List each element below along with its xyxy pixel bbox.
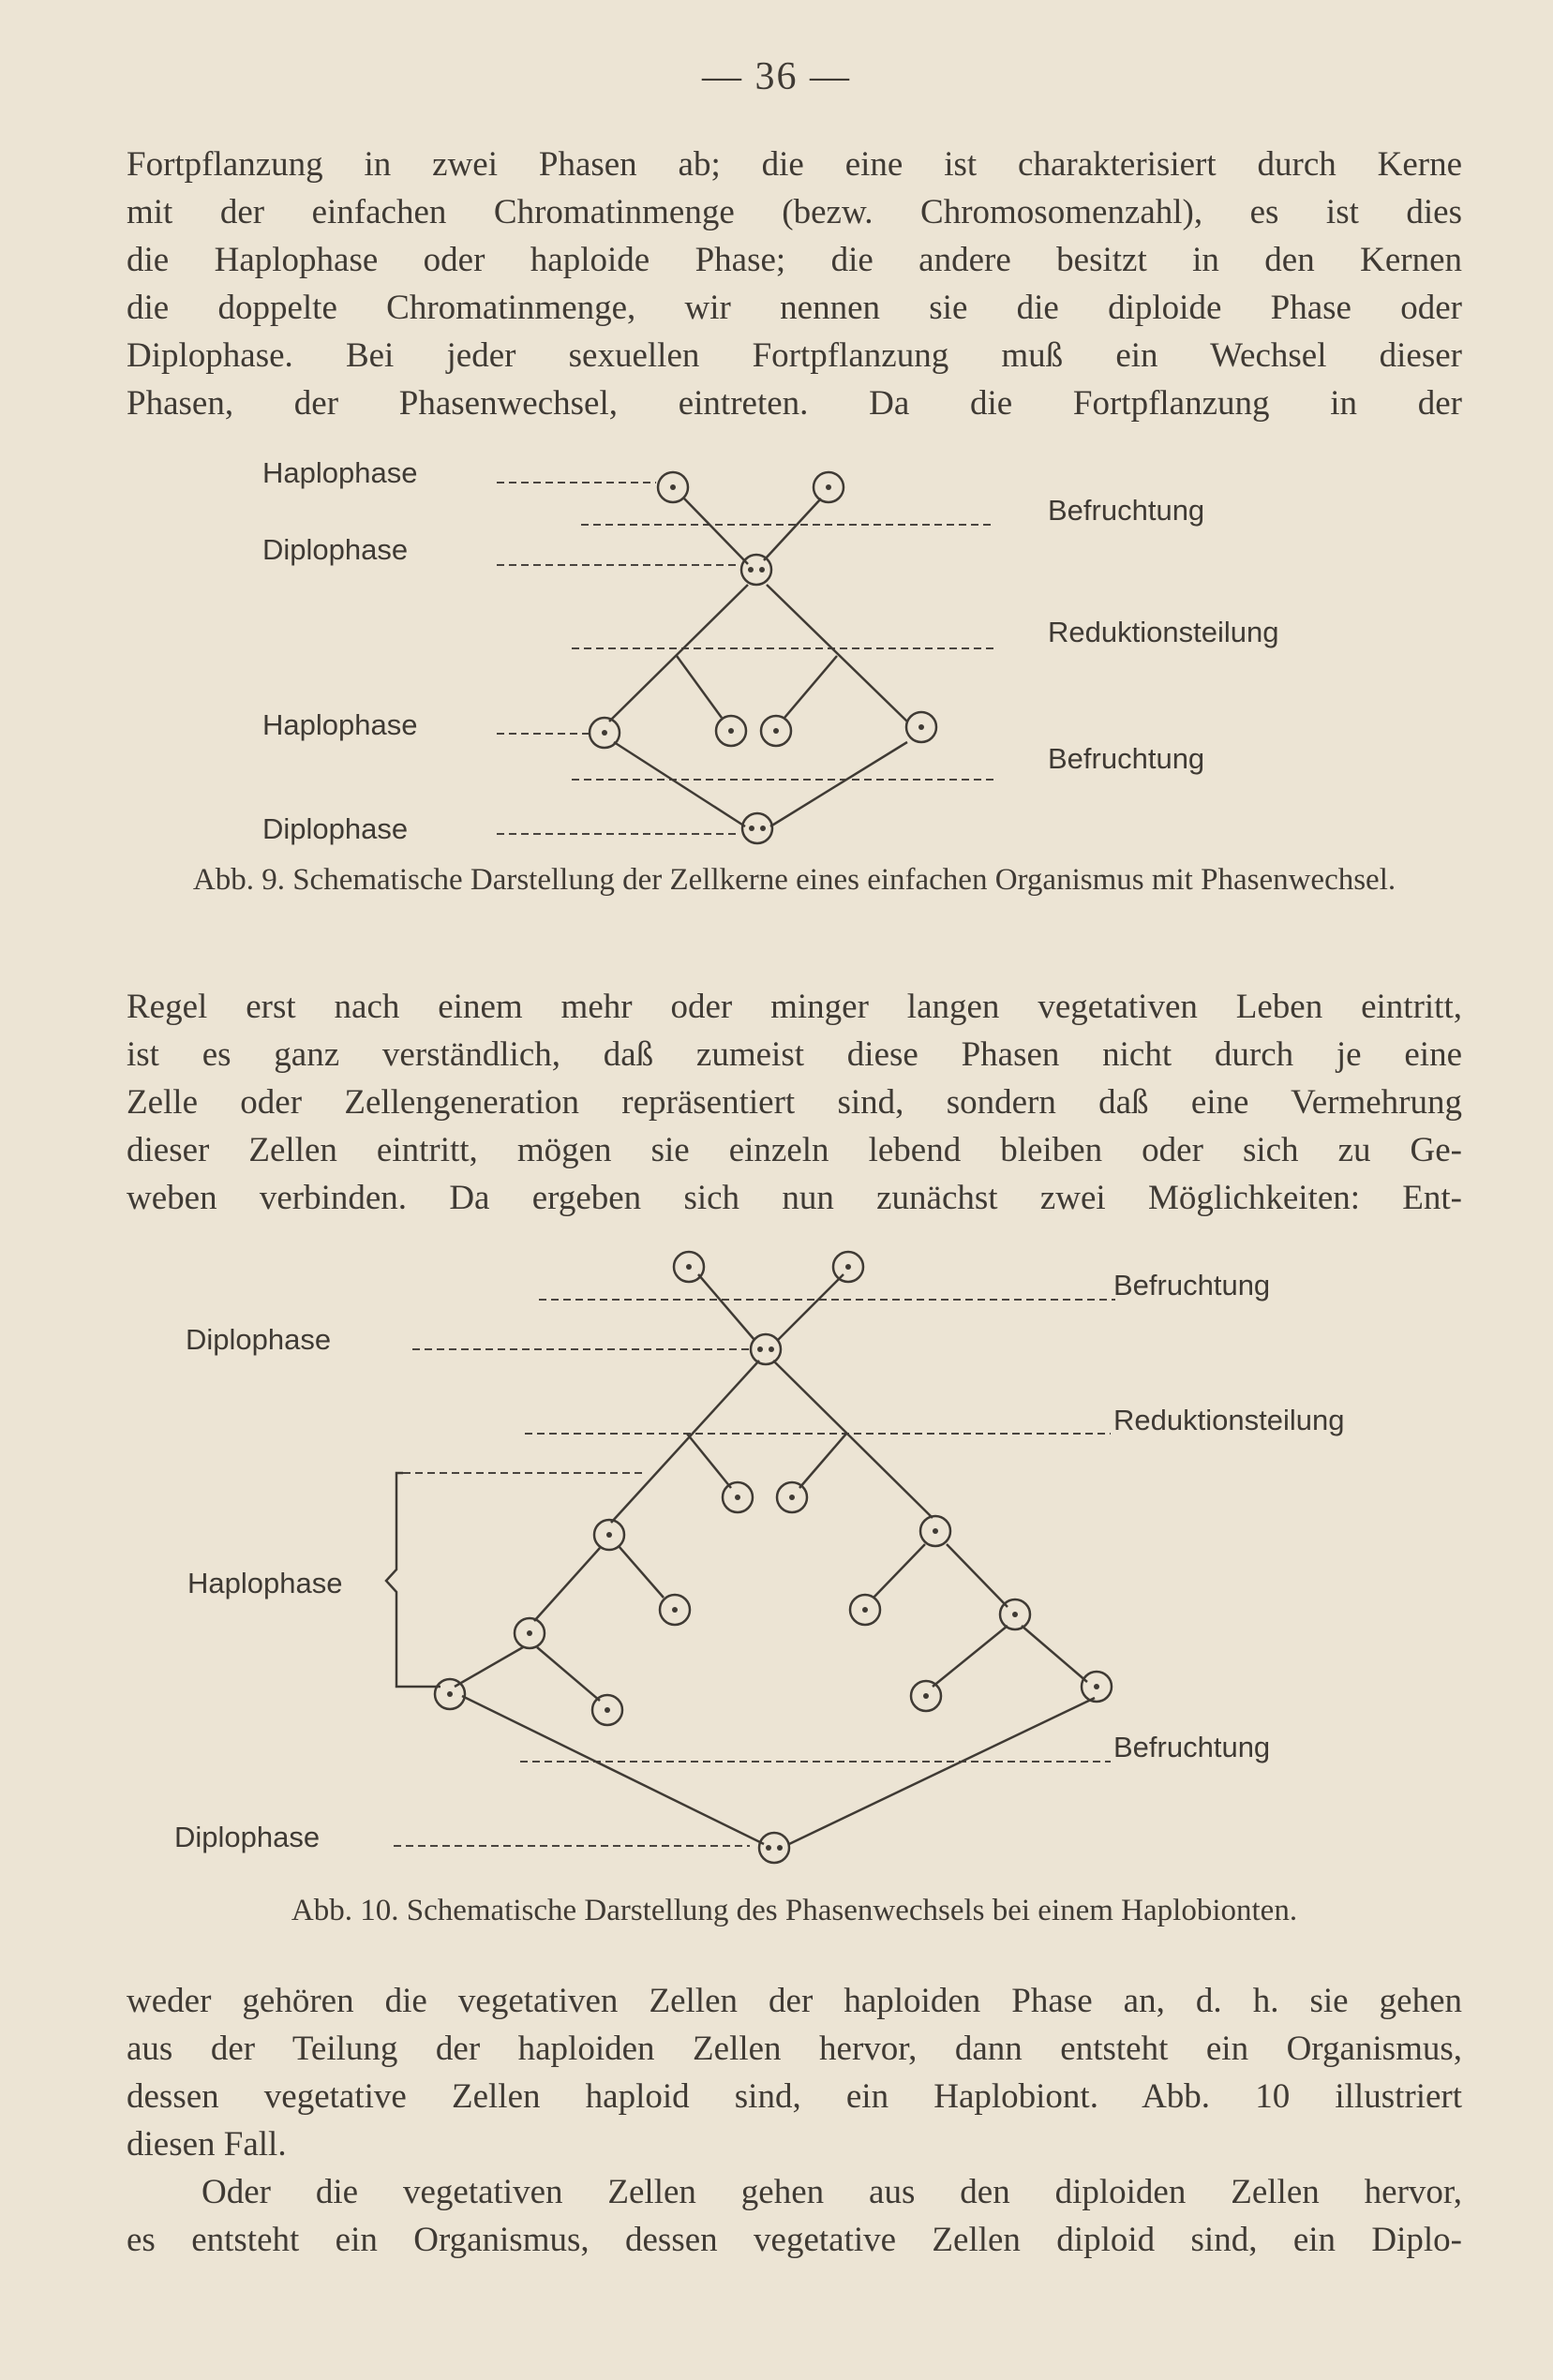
fig10-cell-diploid <box>759 1833 789 1863</box>
fig10-label-diplophase-top: Diplophase <box>186 1323 332 1356</box>
fig10-cell-haploid <box>660 1595 690 1625</box>
fig10-cell-haploid <box>594 1520 624 1550</box>
paragraph-4 <box>127 2168 1462 2264</box>
text-line: ist es ganz verständlich, daß zumeist diese Phasen nicht durch je eine <box>127 1035 1462 1074</box>
fig9-label-haplophase-bottom: Haplophase <box>262 708 418 741</box>
fig10-cell-haploid <box>777 1482 807 1512</box>
fig10-branch <box>933 1626 1008 1687</box>
fig9-cell-haploid <box>814 472 844 502</box>
fig10-haplophase-bracket <box>386 1473 441 1687</box>
fig9-branch <box>770 742 907 826</box>
fig9-cell-haploid <box>658 472 688 502</box>
fig10-branch <box>947 1544 1008 1607</box>
fig10-cell-haploid <box>592 1695 622 1725</box>
fig10-cell-haploid <box>1000 1599 1030 1629</box>
figure-9-caption: Abb. 9. Schematische Darstellung der Zellkerne eines einfachen Organismus mit Phasenwechsel. <box>192 863 1396 897</box>
fig9-cell-haploid <box>906 712 936 742</box>
text-line: es entsteht ein Organismus, dessen vegetative Zellen diploid sind, ein Diplo- <box>127 2221 1462 2259</box>
fig10-label-haplophase: Haplophase <box>187 1567 343 1599</box>
fig10-branch <box>789 1698 1095 1844</box>
fig10-branch <box>687 1434 731 1488</box>
fig9-branch <box>684 498 748 564</box>
fig9-branch <box>784 656 837 718</box>
figure-10-caption: Abb. 10. Schematische Darstellung des Phasenwechsels bei einem Haplobionten. <box>291 1894 1298 1927</box>
fig10-cell-haploid <box>850 1595 880 1625</box>
fig10-branch <box>773 1361 933 1518</box>
fig10-cell-haploid <box>515 1618 545 1648</box>
text-line: dieser Zellen eintritt, mögen sie einzeln lebend bleiben oder sich zu Ge- <box>127 1131 1462 1169</box>
fig9-cell-haploid <box>761 716 791 746</box>
fig9-label-reduktionsteilung: Reduktionsteilung <box>1048 616 1279 648</box>
fig10-cell-haploid <box>674 1252 704 1282</box>
paragraph-1 <box>127 141 1462 427</box>
fig10-branch <box>537 1647 600 1701</box>
fig10-cell-haploid <box>833 1252 863 1282</box>
fig9-label-diplophase-top: Diplophase <box>262 533 409 566</box>
text-line: Zelle oder Zellengeneration repräsentiert sind, sondern daß eine Vermehrung <box>127 1083 1462 1122</box>
fig9-label-befruchtung-1: Befruchtung <box>1048 494 1205 527</box>
fig10-cell-haploid <box>920 1516 950 1546</box>
fig10-branch <box>1022 1626 1087 1682</box>
text-line: Regel erst nach einem mehr oder minger langen vegetativen Leben eintritt, <box>127 988 1462 1026</box>
fig9-label-diplophase-bottom: Diplophase <box>262 812 409 845</box>
fig9-branch <box>609 585 748 721</box>
fig10-branch <box>619 1546 664 1598</box>
fig9-cell-haploid <box>716 716 746 746</box>
fig9-branch <box>767 585 907 721</box>
page-number: — 36 — <box>702 55 851 98</box>
fig10-cell-haploid <box>1082 1672 1112 1702</box>
fig10-label-befruchtung-1: Befruchtung <box>1113 1269 1271 1302</box>
figure-10-diagram <box>0 1246 1553 1883</box>
fig10-label-diplophase-bottom: Diplophase <box>174 1821 321 1853</box>
fig10-branch <box>799 1434 846 1488</box>
text-line: diesen Fall. <box>127 2125 287 2164</box>
paragraph-3 <box>127 1977 1462 2168</box>
fig9-branch <box>614 742 745 826</box>
fig9-branch <box>764 498 821 560</box>
fig10-branch <box>874 1544 925 1598</box>
text-line: dessen vegetative Zellen haploid sind, ein Haplobiont. Abb. 10 illustriert <box>127 2077 1462 2116</box>
paragraph-2 <box>127 983 1462 1222</box>
fig10-cell-haploid <box>911 1681 941 1711</box>
fig10-cell-diploid <box>751 1334 781 1364</box>
text-line: Diplophase. Bei jeder sexuellen Fortpflanzung muß ein Wechsel dieser <box>127 336 1462 375</box>
fig9-cell-haploid <box>590 718 620 748</box>
fig9-cell-diploid <box>742 813 772 843</box>
fig9-label-haplophase-top: Haplophase <box>262 456 418 489</box>
text-line: Phasen, der Phasenwechsel, eintreten. Da die Fortpflanzung in der <box>127 384 1462 423</box>
fig9-cell-diploid <box>741 555 771 585</box>
text-line: Fortpflanzung in zwei Phasen ab; die eine ist charakterisiert durch Kerne <box>127 145 1462 184</box>
text-line: die doppelte Chromatinmenge, wir nennen sie die diploide Phase oder <box>127 289 1462 327</box>
text-line: mit der einfachen Chromatinmenge (bezw. Chromosomenzahl), es ist dies <box>127 193 1462 231</box>
text-line: Oder die vegetativen Zellen gehen aus den diploiden Zellen hervor, <box>202 2173 1462 2211</box>
fig10-branch <box>534 1548 600 1621</box>
text-line: weben verbinden. Da ergeben sich nun zunächst zwei Möglichkeiten: Ent- <box>127 1179 1462 1217</box>
fig10-branch <box>698 1274 754 1340</box>
figure-9-diagram <box>0 440 1553 853</box>
fig10-label-befruchtung-2: Befruchtung <box>1113 1731 1271 1763</box>
text-line: die Haplophase oder haploide Phase; die andere besitzt in den Kernen <box>127 241 1462 279</box>
fig9-label-befruchtung-2: Befruchtung <box>1048 742 1205 775</box>
fig10-branch <box>462 1696 764 1844</box>
fig10-branch <box>778 1274 844 1340</box>
text-line: aus der Teilung der haploiden Zellen hervor, dann entsteht ein Organismus, <box>127 2030 1462 2068</box>
fig9-branch <box>677 656 722 718</box>
fig10-cell-haploid <box>435 1679 465 1709</box>
fig10-cell-haploid <box>723 1482 753 1512</box>
fig10-label-reduktionsteilung: Reduktionsteilung <box>1113 1404 1345 1436</box>
text-line: weder gehören die vegetativen Zellen der haploiden Phase an, d. h. sie gehen <box>127 1982 1462 2020</box>
fig10-branch <box>455 1647 523 1687</box>
